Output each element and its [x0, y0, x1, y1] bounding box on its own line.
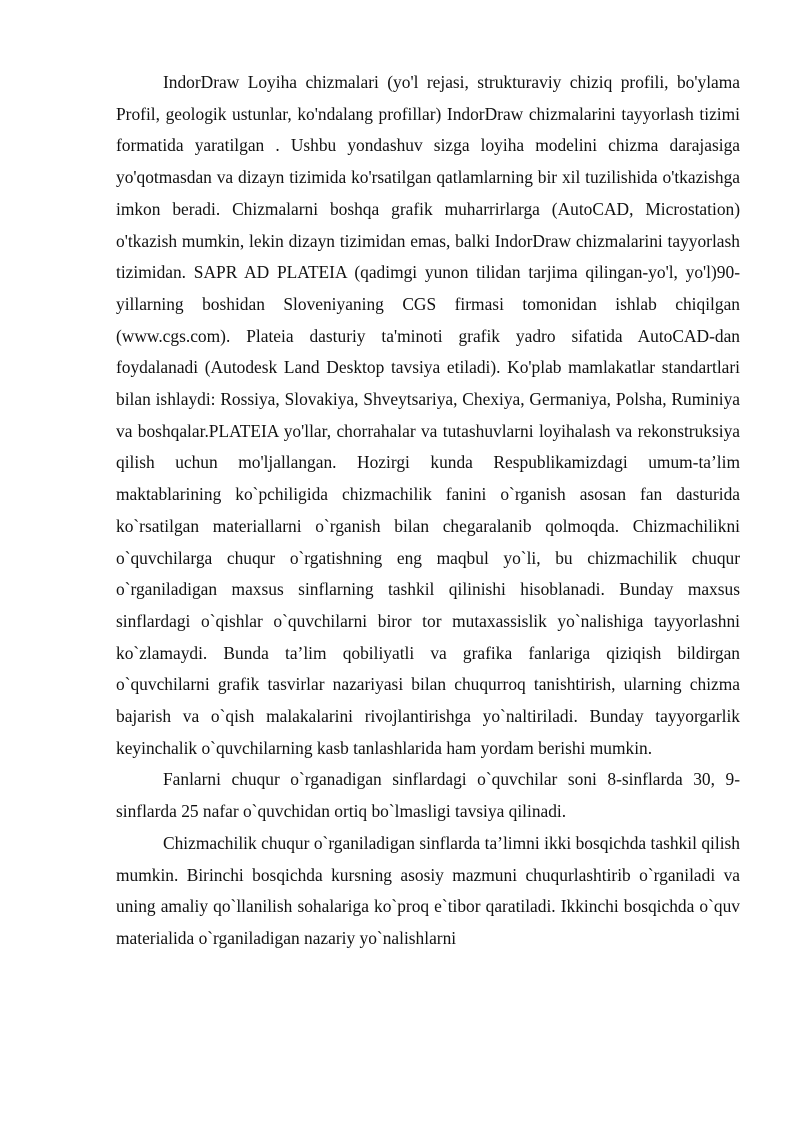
paragraph-two-stages: Chizmachilik chuqur o`rganiladigan sinflarda ta’limni ikki bosqichda tashkil qilish mumkin. Birinchi bosqichda kursning asosiy mazmuni chuqurlashtirib o`rganiladi va uning amaliy qo`llanilish sohalariga ko`proq e`tibor qaratiladi. Ikkinchi bosqichda o`quv materialida o`rganiladigan nazariy yo`nalishlarni — [116, 832, 740, 948]
paragraph-indordraw-plateia-chizmachilik: IndorDraw Loyiha chizmalari (yo'l rejasi, strukturaviy chiziq profili, bo'ylama Profil, geologik ustunlar, ko'ndalang profillar) IndorDraw chizmalarini tayyorlash tizimi formatida yaratilgan . Ushbu yondashuv sizga loyiha modelini chizma darajasiga yo'qotmasdan va dizayn tizimida ko'rsatilgan qatlamlarning bir xil tuzilishida o'tkazishga imkon beradi. Chizmalarni boshqa grafik muharrirlarga (AutoCAD, Microstation) o'tkazish mumkin, lekin dizayn tizimidan emas, balki IndorDraw chizmalarini tayyorlash tizimidan. SAPR AD PLATEIA (qadimgi yunon tilidan tarjima qilingan-yo'l, yo'l)90-yillarning boshidan Sloveniyaning CGS firmasi tomonidan ishlab chiqilgan (www.cgs.com). Plateia dasturiy ta'minoti grafik yadro sifatida AutoCAD-dan foydalanadi (Autodesk Land Desktop tavsiya etiladi). Ko'plab mamlakatlar standartlari bilan ishlaydi: Rossiya, Slovakiya, Shveytsariya, Chexiya, Germaniya, Polsha, Ruminiya va boshqalar.PLATEIA yo'llar, chorrahalar va tutashuvlarni loyihalash va rekonstruksiya qilish uchun mo'ljallangan. Hozirgi kunda Respublikamizdagi umum-ta’lim maktablarining ko`pchiligida chizmachilik fanini o`rganish asosan fan dasturida ko`rsatilgan materiallarni o`rganish bilan chegaralanib qolmoqda. Chizmachilikni o`quvchilarga chuqur o`rgatishning eng maqbul yo`li, bu chizmachilik chuqur o`rganiladigan maxsus sinflarning tashkil qilinishi hisoblanadi. Bunday maxsus sinflardagi o`qishlar o`quvchilarni biror tor mutaxassislik yo`nalishiga tayyorlashni ko`zlamaydi. Bunda ta’lim qobiliyatli va grafika fanlariga qiziqish bildirgan o`quvchilarni grafik tasvirlar nazariyasi bilan chuqurroq tanishtirish, ularning chizma bajarish va o`qish malakalarini rivojlantirishga yo`naltiriladi. Bunday tayyorgarlik keyinchalik o`quvchilarning kasb tanlashlarida ham yordam berishi mumkin. — [116, 72, 740, 758]
document-body — [116, 67, 740, 955]
paragraph-student-count: Fanlarni chuqur o`rganadigan sinflardagi o`quvchilar soni 8-sinflarda 30, 9-sinflarda 25 nafar o`quvchidan ortiq bo`lmasligi tavsiya qilinadi. — [116, 769, 740, 822]
